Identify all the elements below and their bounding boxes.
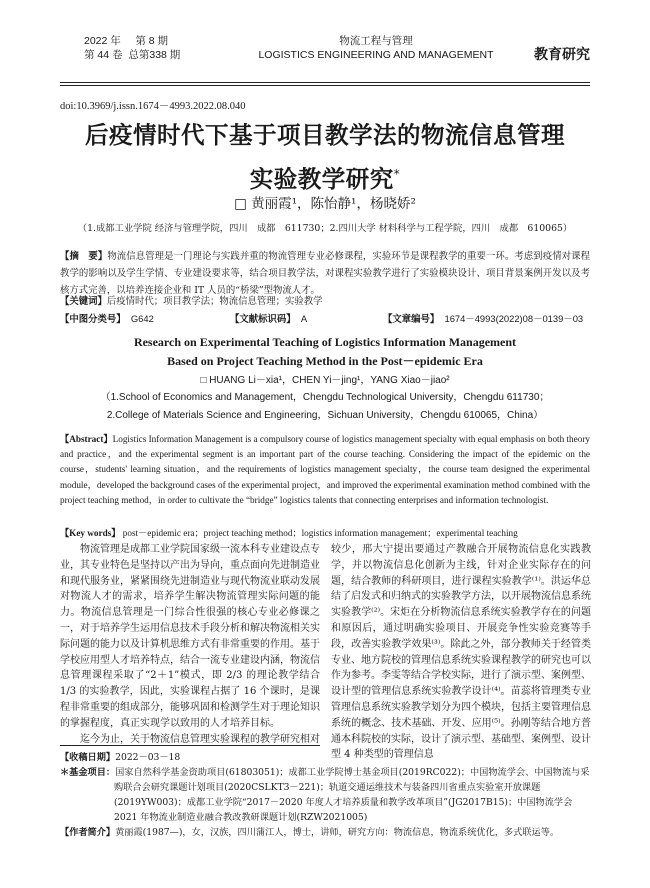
year: 2022 年 xyxy=(84,35,121,47)
keywords-zh-label: 【关键词】 xyxy=(60,296,107,307)
affil-en-line2: 2.College of Materials Science and Engineering，Sichuan University，Chengdu 610065，China） xyxy=(106,410,544,421)
affil-en-line1: （1.School of Economics and Management，Chengdu Technological University，Chengdu 611730； xyxy=(100,392,550,403)
footnotes xyxy=(60,750,590,840)
abstract-zh-text: 物流信息管理是一门理论与实践并重的物流管理专业必修课程，实验环节是课程教学的重要一环。考虑到疫情对课程教学的影响以及学生学情、专业建设要求等，结合项目教学法，对课程实验教学进行了实验模块设计、项目背景案例开发以及考核方式完善，以培养连接企业和 IT 人员的“桥梁”型物流人才。 xyxy=(60,251,590,296)
keywords-en-text: post－epidemic era；project teaching method；logistics information management；experimental teaching xyxy=(122,528,518,538)
authors-en: □ HUANG Li－xia¹，CHEN Yi－jing¹，YANG Xiao－jiao² xyxy=(200,375,450,386)
funding-text: 国家自然科学基金资助项目(61803051)；成都工业学院博士基金项目(2019RC022)；中国物流学会、中国物流与采购联合会研究课题计划项目(2020CSLKT3－221)；轨道交通运维技术与装备四川省重点实验室开放课题(2019YW003)；成都工业学院“2017－2020 年度人才培养质量和教学改革项目”(JG2017B15)；中国物流学会 2021 年物流业制造业融合教改教研课题计划(RZW2021005) xyxy=(114,767,590,823)
authors-zh: □ 黄丽霞¹，陈怡静¹，杨晓娇² xyxy=(234,196,416,212)
body-right-column xyxy=(331,542,591,763)
header-rule-thin xyxy=(60,85,590,86)
body-left-column xyxy=(60,542,320,747)
keywords-en-label: 【Key words】 xyxy=(60,528,121,538)
funding xyxy=(60,765,590,825)
keywords-en xyxy=(60,525,590,539)
header-rule xyxy=(60,82,590,83)
total-issue: 总第338 期 xyxy=(128,49,181,61)
keywords-zh xyxy=(60,293,590,307)
article-no-value: 1674－4993(2022)08－0139－03 xyxy=(444,313,584,324)
received-date xyxy=(60,750,590,765)
author-bio-label: 【作者简介】 xyxy=(60,827,116,838)
journal-name-zh: 物流工程与管理 xyxy=(339,35,413,47)
section-label: 教育研究 xyxy=(534,46,590,62)
received-label: 【收稿日期】 xyxy=(60,752,116,763)
article-no-label: 【文章编号】 xyxy=(383,313,440,324)
title-en-line1: Research on Experimental Teaching of Logistics Information Management xyxy=(133,335,517,349)
journal-header xyxy=(60,34,590,84)
body-paragraph: 较少，邢大宁提出要通过产教融合开展物流信息化实践教学，并以物流信息化创新为主线，针对企业实际存在的问题，结合教师的科研项目，进行课程实验教学⁽¹⁾。洪运华总结了启发式和归纳式的实验教学方法，以开展物流信息系统实验教学⁽²⁾。宋炬在分析物流信息系统实验教学存在的问题和原因后，通过明确实验项目、开展竞争性实验竞赛等手段，改善实验教学效果⁽³⁾。除此之外，部分教师关于经管类专业、地方院校的管理信息系统实验课程教学的研究也可以作为参考。李雯等结合学校实际，进行了演示型、案例型、设计型的管理信息系统实验教学设计⁽⁴⁾。苗蕊将管理类专业管理信息系统实验教学划分为四个模块，包括主要管理信息系统的概念、技术基础、开发、应用⁽⁵⁾。孙刚等结合地方普通本科院校的实际，设计了演示型、基础型、案例型、设计型 4 种类型的管理信息 xyxy=(331,544,591,761)
journal-name xyxy=(256,34,496,62)
affiliations-zh: （1.成都工业学院 经济与管理学院，四川 成都 611730；2.四川大学 材料科学与工程学院，四川 成都 610065） xyxy=(77,223,573,234)
abstract-en-text: Logistics Information Management is a compulsory course of logistics management specialty with equal emphasis on both theory and practice，and the experimental segment is an important part of the course teaching. Considering the impact of the epidemic on the course，students' learning situation，and the requirements of logistics management specialty，the course team designed the experimental module，developed the background cases of the experimental project，and improved the experimental examination method combined with the project teaching method，in order to cultivate the “bridge” logistics talents that connecting enterprises and information technologist. xyxy=(60,434,590,505)
funding-label: ＊基金项目： xyxy=(60,767,116,778)
title-zh-line2: 实验教学研究 xyxy=(249,164,394,193)
clc-label: 【中图分类号】 xyxy=(60,313,126,324)
keywords-zh-text: 后疫情时代；项目教学法；物流信息管理；实验教学 xyxy=(106,296,323,307)
affiliations-en xyxy=(60,389,590,425)
volume: 第 44 卷 xyxy=(84,49,123,61)
doc-code-label: 【文献标识码】 xyxy=(230,313,296,324)
title-footnote-star: * xyxy=(393,167,401,181)
body-paragraph: 物流管理是成都工业学院国家级一流本科专业建设点专业，其专业特色是坚持以产出为导向，重点面向先进制造业和现代服务业，紧紧围绕先进制造业与现代物流业联动发展对物流人才的需求，培养学生解决物流管理实际问题的能力。物流信息管理是一门综合性很强的核心专业必修课之一，对于培养学生运用信息技术手段分析和解决物流相关实际问题的能力以及计算机思维方式有非常重要的作用。基于学校应用型人才培养特点，结合一流专业建设内涵，物流信息管理课程采取了“2＋1”模式，即 2/3 的理论教学结合 1/3 的实验教学，因此，实验课程占据了 16 个课时，是课程非常重要的组成部分，能够巩固和检测学生对于理论知识的掌握程度，真正实现学以致用的人才培养目标。 xyxy=(60,544,320,729)
abstract-zh xyxy=(60,248,590,299)
footnote-rule xyxy=(60,745,320,746)
doc-code-value: A xyxy=(300,313,308,324)
body-paragraph: 迄今为止，关于物流信息管理实验课程的教学研究相对 xyxy=(80,733,320,745)
abstract-zh-label: 【摘 要】 xyxy=(60,251,108,262)
author-bio-text: 黄丽霞(1987—)，女，汉族，四川蒲江人，博士，讲师，研究方向：物流信息，物流系统优化，多式联运等。 xyxy=(115,827,560,838)
journal-name-en: LOGISTICS ENGINEERING AND MANAGEMENT xyxy=(258,49,494,61)
abstract-en-label: 【Abstract】 xyxy=(60,434,113,444)
abstract-en xyxy=(60,432,590,508)
title-zh-line1: 后疫情时代下基于项目教学法的物流信息管理 xyxy=(85,121,565,149)
doi: doi:10.3969/j.issn.1674－4993.2022.08.040 xyxy=(60,101,246,112)
issue-info xyxy=(84,34,180,62)
received-value: 2022－03－18 xyxy=(115,752,181,763)
issue: 第 8 期 xyxy=(135,35,169,47)
clc-value: G642 xyxy=(130,313,154,324)
paper-title-en xyxy=(60,333,590,371)
author-bio xyxy=(60,825,590,840)
paper-title-zh xyxy=(60,116,590,199)
title-en-line2: Based on Project Teaching Method in the Post－epidemic Era xyxy=(167,354,483,368)
